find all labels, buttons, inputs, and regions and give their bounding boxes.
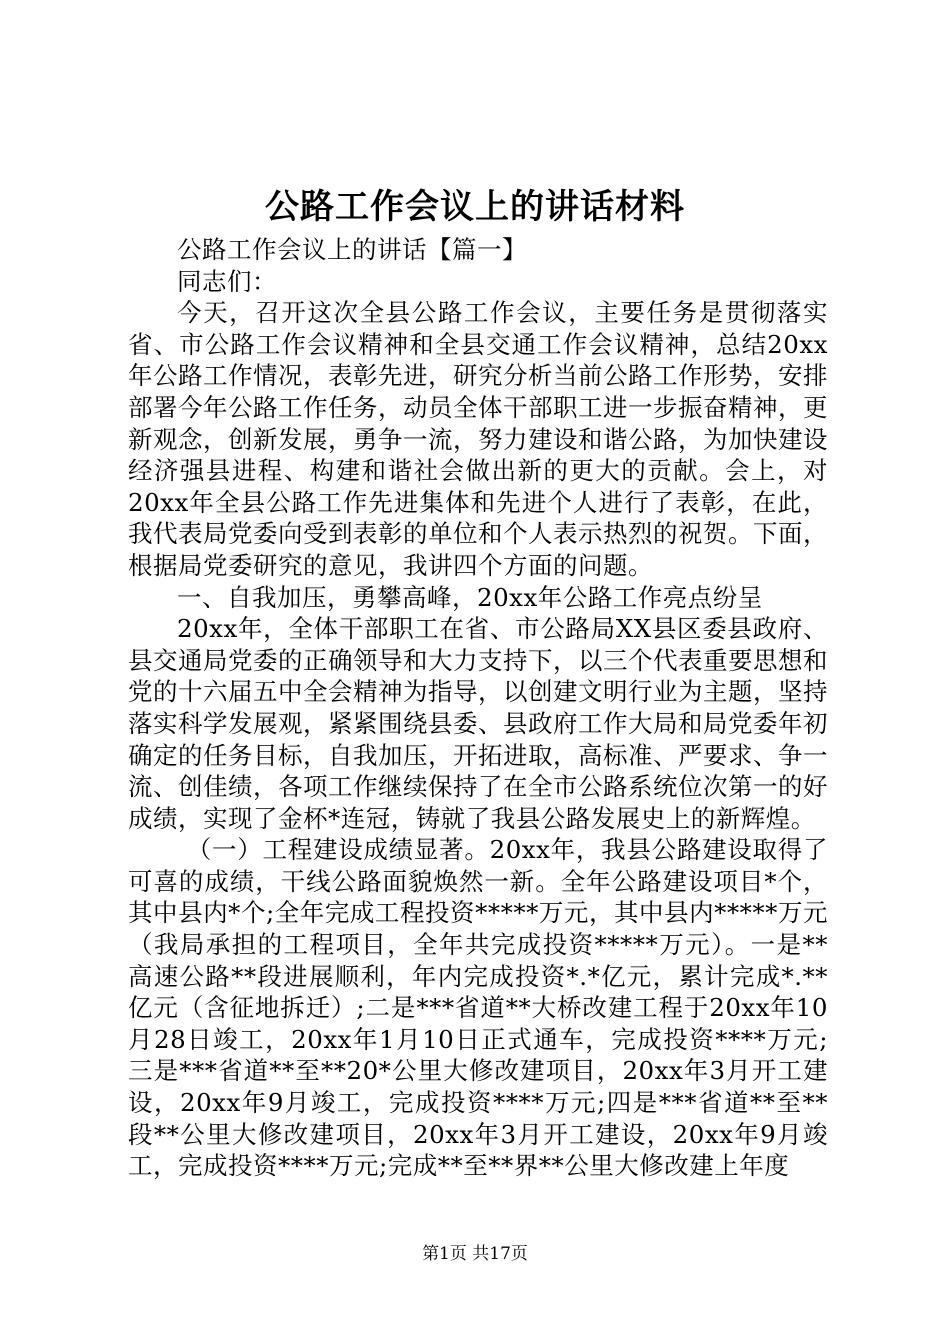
page-footer: 第1页 共17页 [422, 1244, 528, 1264]
body-paragraph: （一）工程建设成绩显著。20xx年，我县公路建设取得了可喜的成绩，干线公路面貌焕然一新。全年公路建设项目*个，其中县内*个;全年完成工程投资*****万元，其中县内*****万元（我局承担的工程项目，全年共完成投资*****万元）。一是**高速公路**段进展顺利，年内完成投资*.*亿元，累计完成*.**亿元（含征地拆迁）;二是***省道**大桥改建工程于20xx年10月28日竣工，20xx年1月10日正式通车，完成投资****万元;三是***省道**至**20*公里大修改建项目，20xx年3月开工建设，20xx年9月竣工，完成投资****万元;四是***省道**至**段**公里大修改建项目，20xx年3月开工建设，20xx年9月竣工，完成投资****万元;完成**至**界**公里大修改建上年度 [128, 835, 828, 1181]
salutation: 同志们： [177, 266, 277, 296]
document-title: 公路工作会议上的讲话材料 [265, 187, 685, 227]
body-paragraph: 20xx年，全体干部职工在省、市公路局XX县区委县政府、县交通局党委的正确领导和大力支持下，以三个代表重要思想和党的十六届五中全会精神为指导，以创建文明行业为主题，坚持落实科学发展观，紧紧围绕县委、县政府工作大局和局党委年初确定的任务目标，自我加压，开拓进取，高标准、严要求、争一流、创佳绩，各项工作继续保持了在全市公路系统位次第一的好成绩，实现了金杯*连冠，铸就了我县公路发展史上的新辉煌。 [128, 614, 828, 833]
body-paragraph: 今天，召开这次全县公路工作会议，主要任务是贯彻落实省、市公路工作会议精神和全县交通工作会议精神，总结20xx年公路工作情况，表彰先进，研究分析当前公路工作形势，安排部署今年公路工作任务，动员全体干部职工进一步振奋精神，更新观念，创新发展，勇争一流，努力建设和谐公路，为加快建设经济强县进程、构建和谐社会做出新的更大的贡献。会上，对20xx年全县公路工作先进集体和先进个人进行了表彰，在此，我代表局党委向受到表彰的单位和个人表示热烈的祝贺。下面，根据局党委研究的意见，我讲四个方面的问题。 [128, 298, 828, 580]
document-body [128, 234, 828, 1182]
section-heading: 公路工作会议上的讲话【篇一】 [177, 235, 527, 264]
section-heading: 一、自我加压，勇攀高峰，20xx年公路工作亮点纷呈 [177, 582, 763, 612]
